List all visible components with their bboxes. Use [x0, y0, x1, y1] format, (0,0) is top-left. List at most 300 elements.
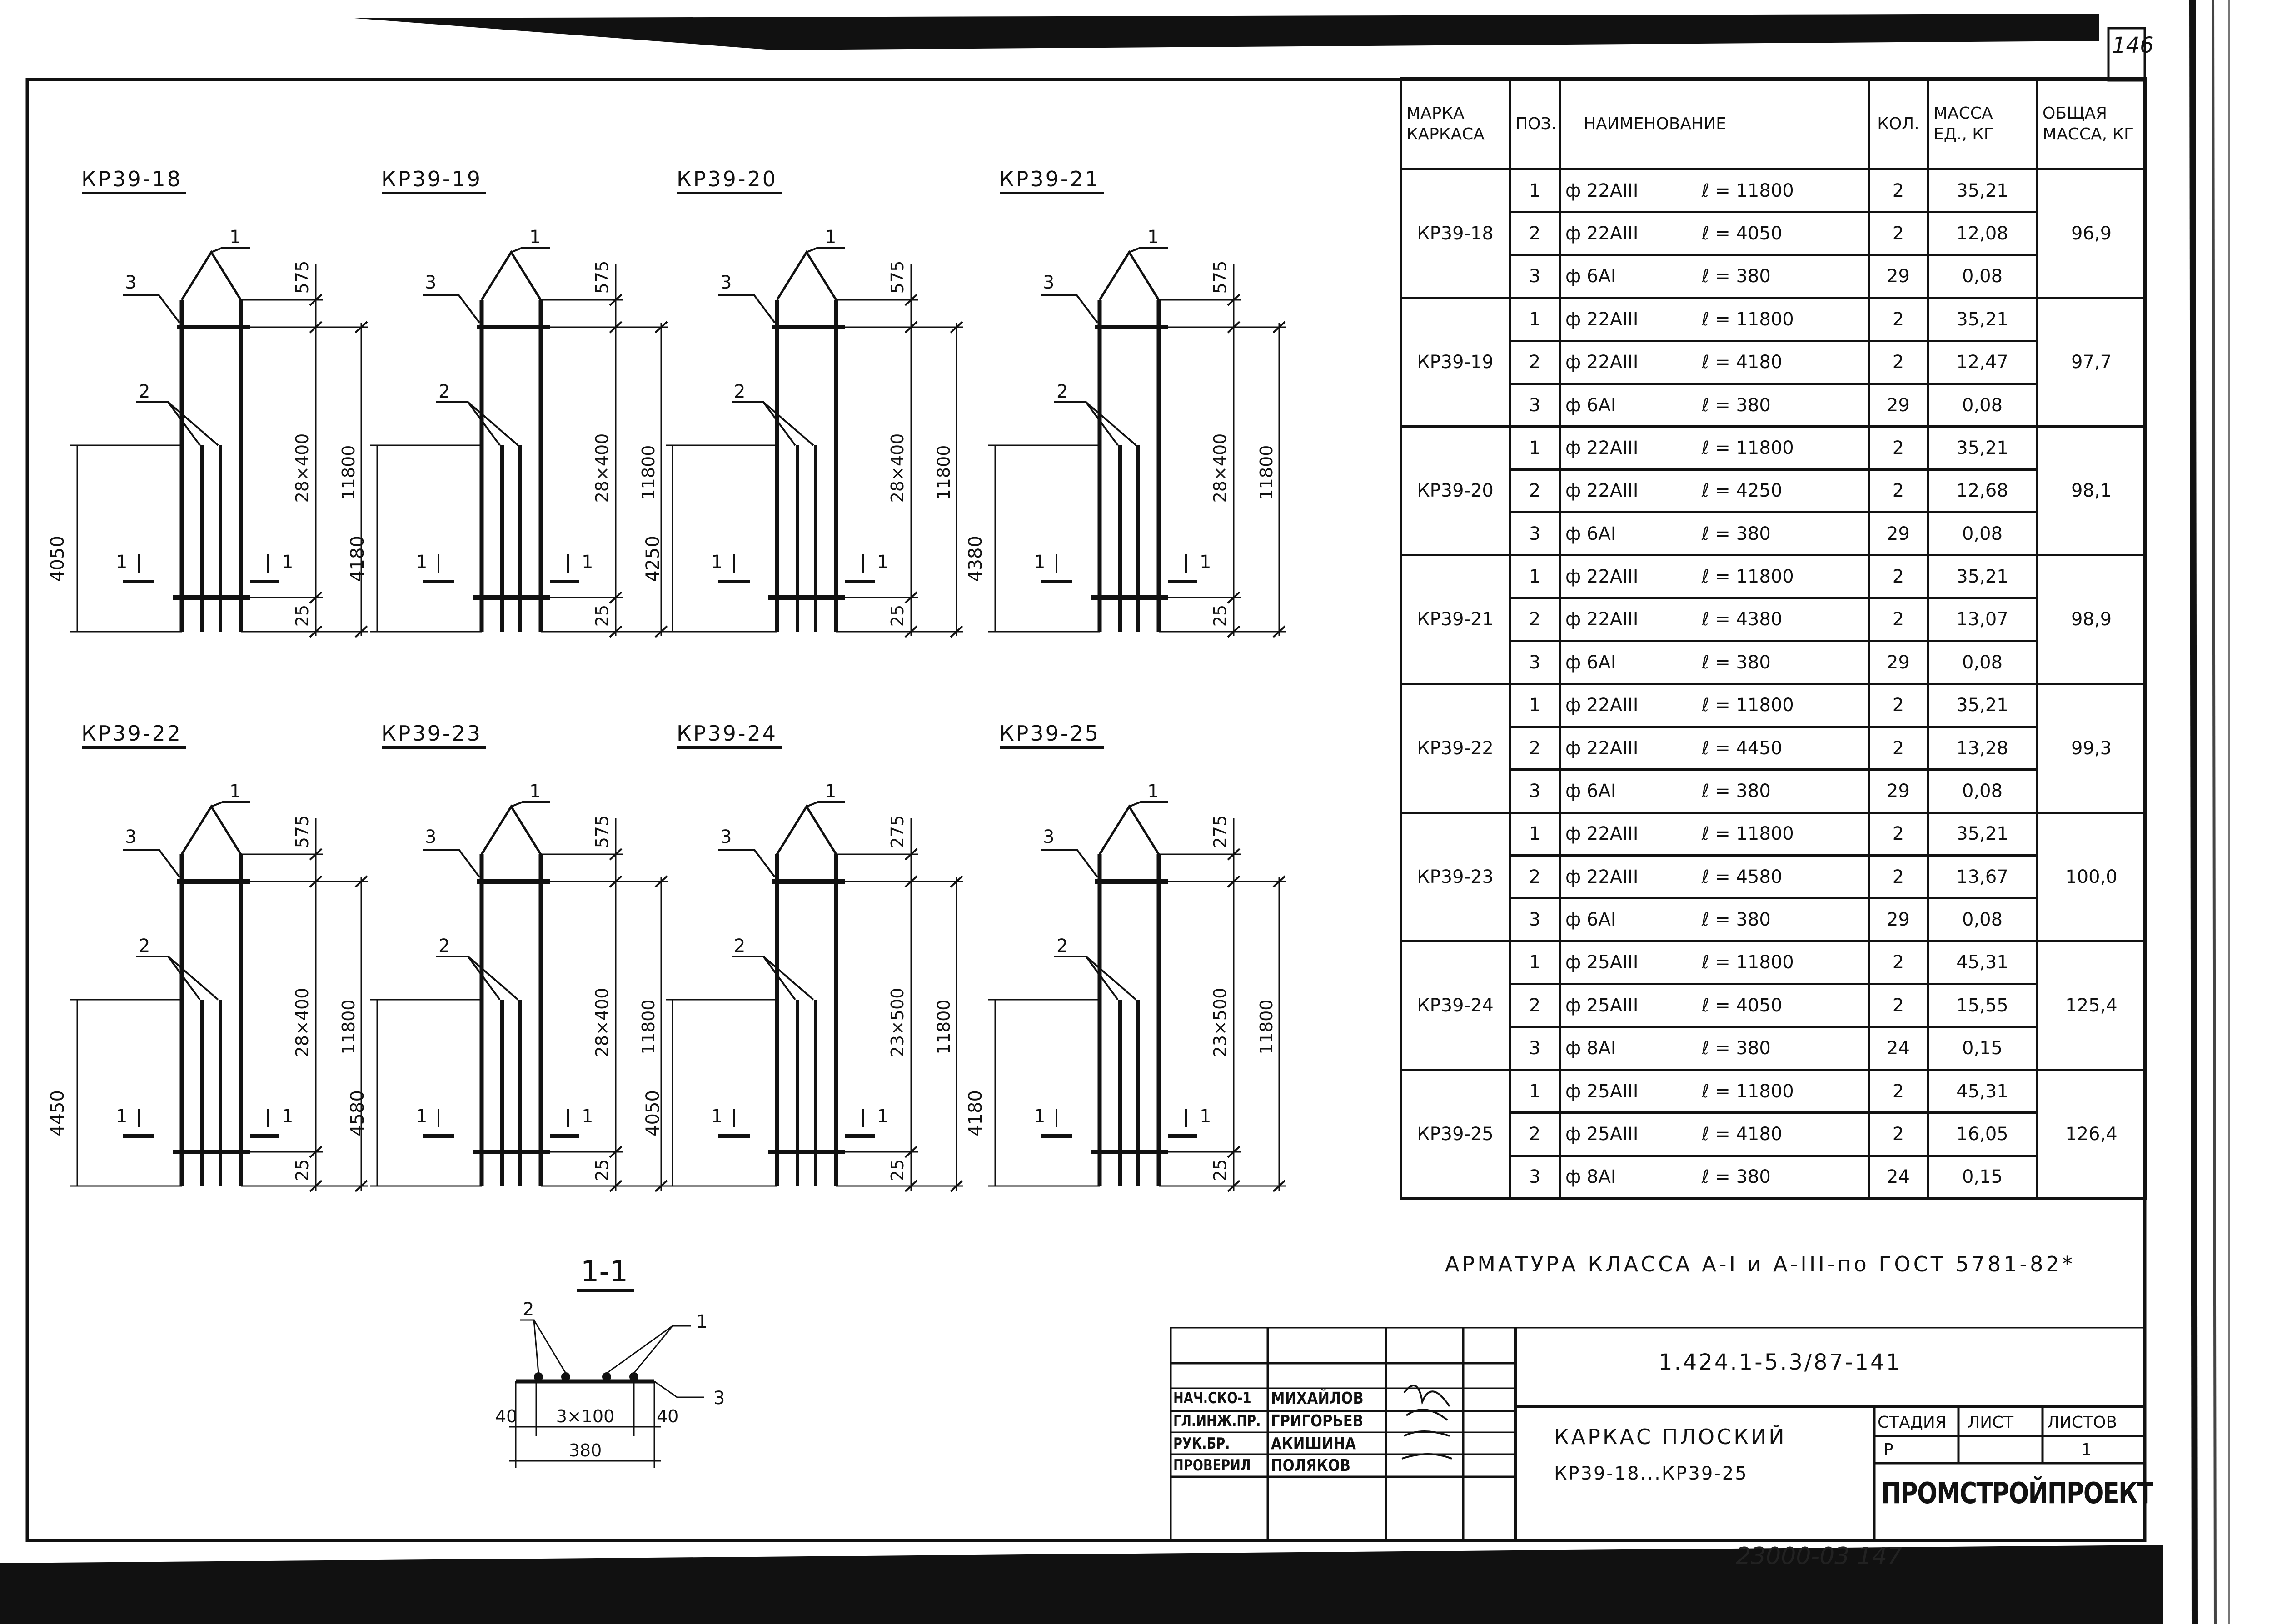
bar-length: ℓ = 380 — [1702, 1166, 1771, 1188]
bar-length: ℓ = 380 — [1702, 780, 1771, 802]
leader-1-label: 1 — [529, 781, 541, 802]
bar-length: ℓ = 4380 — [1702, 609, 1783, 630]
dim-bottom: 25 — [292, 1159, 312, 1181]
spec-quantity: 2 — [1869, 555, 1928, 598]
left-length: 4050 — [643, 1090, 663, 1136]
bar-peak — [777, 252, 836, 300]
spec-mark: КР39-18 — [1401, 169, 1510, 298]
spec-row — [1401, 1070, 2146, 1112]
leader-3-label: 3 — [1043, 827, 1055, 847]
section-label-1: 1 — [696, 1311, 708, 1332]
spec-quantity: 2 — [1869, 1070, 1928, 1112]
signer-name: МИХАЙЛОВ — [1271, 1389, 1364, 1408]
reinforcement-note: АРМАТУРА КЛАССА А-I и А-III-по ГОСТ 5781-82* — [1445, 1252, 2075, 1276]
frame-drawing — [643, 167, 963, 637]
bar-designation: ф 6АI — [1565, 266, 1616, 287]
spec-name — [1560, 727, 1869, 769]
dim-bottom: 25 — [592, 604, 612, 627]
spec-row — [1401, 212, 2146, 255]
leader-2 — [136, 402, 200, 445]
frame-drawing — [47, 167, 368, 637]
spec-quantity: 29 — [1869, 255, 1928, 298]
frame-mark: КР39-24 — [676, 721, 778, 746]
spec-position: 1 — [1510, 812, 1560, 855]
spec-position: 3 — [1510, 384, 1560, 426]
title-line-2: КР39-18...КР39-25 — [1554, 1463, 1748, 1484]
dim-total: 11800 — [339, 999, 359, 1055]
title-line-1: КАРКАС ПЛОСКИЙ — [1554, 1425, 1787, 1449]
spec-row — [1401, 812, 2146, 855]
frame-mark: КР39-22 — [81, 721, 183, 746]
leader-3 — [123, 295, 179, 323]
bar-length: ℓ = 4450 — [1702, 737, 1783, 759]
leader-3 — [1041, 850, 1097, 877]
header-total-mass: ОБЩАЯ МАССА, КГ — [2037, 79, 2146, 169]
spec-total-mass: 99,3 — [2037, 684, 2146, 812]
dim-total: 11800 — [638, 999, 658, 1055]
spec-mark: КР39-25 — [1401, 1070, 1510, 1198]
sheet-header: ЛИСТ — [1968, 1413, 2014, 1432]
spec-unit-mass: 0,08 — [1928, 770, 2037, 812]
header-name: НАИМЕНОВАНИЕ — [1560, 79, 1869, 169]
spec-unit-mass: 15,55 — [1928, 984, 2037, 1027]
frame-drawing — [47, 721, 368, 1191]
spec-quantity: 29 — [1869, 641, 1928, 684]
bar-length: ℓ = 4180 — [1702, 1123, 1783, 1145]
leader-3 — [718, 850, 775, 877]
spec-row — [1401, 513, 2146, 555]
section-tick-label-left: 1 — [1034, 1106, 1046, 1127]
frame-drawing — [965, 167, 1286, 637]
spec-name — [1560, 469, 1869, 512]
spec-row — [1401, 169, 2146, 212]
signer-role: НАЧ.СКО-1 — [1173, 1389, 1251, 1407]
spec-name — [1560, 255, 1869, 298]
bar-designation: ф 6АI — [1565, 780, 1616, 802]
dim-spacing: 28×400 — [887, 433, 907, 503]
spec-position: 2 — [1510, 856, 1560, 898]
stage-header: СТАДИЯ — [1878, 1413, 1947, 1432]
left-length: 4250 — [643, 536, 663, 582]
bar-designation: ф 22АIII — [1565, 223, 1639, 244]
spec-row — [1401, 1027, 2146, 1070]
spec-name — [1560, 770, 1869, 812]
bar-peak — [182, 252, 241, 300]
bar-length: ℓ = 11800 — [1702, 437, 1794, 458]
spec-row — [1401, 984, 2146, 1027]
frame-drawing — [347, 167, 668, 637]
spec-name — [1560, 941, 1869, 984]
spec-name — [1560, 298, 1869, 341]
leader-3 — [123, 850, 179, 877]
spec-name — [1560, 1027, 1869, 1070]
signer-role: ГЛ.ИНЖ.ПР. — [1173, 1412, 1261, 1430]
spec-row — [1401, 684, 2146, 727]
section-tick-label-right: 1 — [282, 552, 294, 573]
leader-3 — [423, 295, 479, 323]
spec-quantity: 2 — [1869, 684, 1928, 727]
leader-3 — [423, 850, 479, 877]
spec-name — [1560, 598, 1869, 641]
leader-3-label: 3 — [125, 272, 137, 293]
left-length: 4450 — [47, 1090, 68, 1136]
spec-name — [1560, 812, 1869, 855]
bar-designation: ф 22АIII — [1565, 180, 1639, 201]
bar-length: ℓ = 11800 — [1702, 566, 1794, 588]
bar-peak — [777, 807, 836, 854]
dim-bottom: 25 — [1210, 1159, 1230, 1181]
spec-name — [1560, 984, 1869, 1027]
dim-top: 275 — [887, 815, 907, 848]
leader-2 — [1054, 956, 1118, 1000]
spec-position: 3 — [1510, 255, 1560, 298]
dim-spacing: 28×400 — [292, 987, 312, 1057]
spec-mark: КР39-22 — [1401, 684, 1510, 812]
spec-row — [1401, 898, 2146, 941]
spec-row — [1401, 941, 2146, 984]
spec-row — [1401, 427, 2146, 469]
spec-name — [1560, 212, 1869, 255]
dim-spacing: 28×400 — [1210, 433, 1230, 503]
header-mark: МАРКА КАРКАСА — [1401, 79, 1510, 169]
bar-length: ℓ = 11800 — [1702, 180, 1794, 201]
spec-position: 3 — [1510, 1027, 1560, 1070]
spec-name — [1560, 641, 1869, 684]
left-length: 4580 — [347, 1090, 368, 1136]
signer-name: ПОЛЯКОВ — [1271, 1456, 1350, 1475]
spec-unit-mass: 12,47 — [1928, 341, 2037, 384]
dim-top: 275 — [1210, 815, 1230, 848]
section-tick-label-right: 1 — [282, 1106, 294, 1127]
spec-unit-mass: 0,08 — [1928, 384, 2037, 426]
spec-row — [1401, 1156, 2146, 1198]
section-tick-label-left: 1 — [1034, 552, 1046, 573]
leader-1 — [807, 248, 845, 252]
leader-1 — [511, 248, 550, 252]
leader-2 — [436, 956, 500, 1000]
bar-designation: ф 22АIII — [1565, 566, 1639, 588]
dim-top: 575 — [592, 260, 612, 294]
dim-overall: 380 — [568, 1440, 602, 1460]
bar-length: ℓ = 11800 — [1702, 823, 1794, 845]
header-qty: КОЛ. — [1869, 79, 1928, 169]
organization-name: ПРОМСТРОЙПРОЕКТ — [1881, 1477, 2153, 1510]
bar-length: ℓ = 380 — [1702, 266, 1771, 287]
leader-2-label: 2 — [139, 381, 150, 402]
leader-1-label: 1 — [529, 227, 541, 248]
frame-mark: КР39-21 — [999, 167, 1101, 191]
spec-total-mass: 98,9 — [2037, 555, 2146, 684]
spec-total-mass: 96,9 — [2037, 169, 2146, 298]
dim-spacing: 23×500 — [1210, 987, 1230, 1057]
spec-position: 1 — [1510, 298, 1560, 341]
leader-2-label: 2 — [1056, 381, 1068, 402]
bar-length: ℓ = 380 — [1702, 394, 1771, 416]
dim-bottom: 25 — [1210, 604, 1230, 627]
section-label-3: 3 — [713, 1388, 725, 1409]
section-tick-label-right: 1 — [1200, 552, 1211, 573]
spec-unit-mass: 13,67 — [1928, 856, 2037, 898]
spec-quantity: 2 — [1869, 856, 1928, 898]
spec-total-mass: 100,0 — [2037, 812, 2146, 941]
spec-name — [1560, 169, 1869, 212]
specification-table — [1400, 77, 2147, 1200]
spec-quantity: 29 — [1869, 513, 1928, 555]
signer-role: ПРОВЕРИЛ — [1173, 1456, 1251, 1475]
signer-name: ГРИГОРЬЕВ — [1271, 1412, 1364, 1430]
leader-2 — [732, 956, 795, 1000]
spec-quantity: 24 — [1869, 1156, 1928, 1198]
spec-mark: КР39-21 — [1401, 555, 1510, 684]
frame-drawing — [347, 721, 668, 1191]
leader-3-label: 3 — [720, 272, 732, 293]
dim-right: 40 — [657, 1406, 679, 1426]
frame-drawing — [643, 721, 963, 1191]
spec-quantity: 2 — [1869, 1113, 1928, 1156]
spec-row — [1401, 384, 2146, 426]
spec-quantity: 2 — [1869, 469, 1928, 512]
spec-quantity: 2 — [1869, 212, 1928, 255]
spec-position: 1 — [1510, 169, 1560, 212]
bar-designation: ф 22АIII — [1565, 823, 1639, 845]
left-length: 4180 — [965, 1090, 986, 1136]
bar-designation: ф 22АIII — [1565, 695, 1639, 716]
spec-position: 2 — [1510, 598, 1560, 641]
spec-quantity: 2 — [1869, 727, 1928, 769]
bar-length: ℓ = 11800 — [1702, 695, 1794, 716]
section-tick-label-right: 1 — [877, 552, 889, 573]
dim-bottom: 25 — [887, 604, 907, 627]
bar-designation: ф 6АI — [1565, 909, 1616, 931]
spec-unit-mass: 12,08 — [1928, 212, 2037, 255]
spec-unit-mass: 13,07 — [1928, 598, 2037, 641]
leader-2-label: 2 — [438, 936, 450, 956]
spec-unit-mass: 35,21 — [1928, 684, 2037, 727]
leader-3-label: 3 — [425, 827, 437, 847]
bar-designation: ф 6АI — [1565, 523, 1616, 544]
spec-name — [1560, 427, 1869, 469]
dim-total: 11800 — [1256, 445, 1276, 500]
spec-quantity: 2 — [1869, 941, 1928, 984]
spec-name — [1560, 898, 1869, 941]
leader-3 — [718, 295, 775, 323]
section-tick-label-left: 1 — [416, 552, 428, 573]
spec-row — [1401, 255, 2146, 298]
bar-length: ℓ = 4250 — [1702, 480, 1783, 502]
spec-position: 3 — [1510, 770, 1560, 812]
section-tick-label-left: 1 — [711, 552, 723, 573]
leader-2 — [732, 402, 795, 445]
section-tick-label-left: 1 — [416, 1106, 428, 1127]
spec-total-mass: 125,4 — [2037, 941, 2146, 1070]
bar-designation: ф 22АIII — [1565, 352, 1639, 373]
leader-1 — [211, 248, 250, 252]
spec-quantity: 2 — [1869, 298, 1928, 341]
spec-row — [1401, 469, 2146, 512]
spec-position: 2 — [1510, 727, 1560, 769]
dim-spacing: 28×400 — [292, 433, 312, 503]
section-tick-label-right: 1 — [582, 1106, 593, 1127]
specification-body — [1401, 169, 2146, 1199]
section-tick-label-right: 1 — [877, 1106, 889, 1127]
spec-total-mass: 126,4 — [2037, 1070, 2146, 1198]
dim-top: 575 — [1210, 260, 1230, 294]
bar-peak — [482, 252, 541, 300]
bar-designation: ф 22АIII — [1565, 480, 1639, 502]
bar-designation: ф 22АIII — [1565, 437, 1639, 458]
frame-mark: КР39-20 — [676, 167, 778, 191]
bar-designation: ф 25АIII — [1565, 1123, 1639, 1145]
spec-row — [1401, 641, 2146, 684]
spec-unit-mass: 0,08 — [1928, 641, 2037, 684]
spec-row — [1401, 856, 2146, 898]
bar-peak — [1100, 807, 1159, 854]
dim-top: 575 — [887, 260, 907, 294]
dim-bottom: 25 — [887, 1159, 907, 1181]
section-tick-label-left: 1 — [711, 1106, 723, 1127]
spec-position: 3 — [1510, 513, 1560, 555]
spec-row — [1401, 1113, 2146, 1156]
dim-top: 575 — [592, 815, 612, 848]
leader-2 — [436, 402, 500, 445]
spec-position: 2 — [1510, 212, 1560, 255]
spec-unit-mass: 0,15 — [1928, 1156, 2037, 1198]
spec-unit-mass: 45,31 — [1928, 941, 2037, 984]
spec-row — [1401, 727, 2146, 769]
spec-position: 2 — [1510, 469, 1560, 512]
bar-designation: ф 8АI — [1565, 1038, 1616, 1059]
spec-row — [1401, 555, 2146, 598]
leader-2-label: 2 — [734, 936, 746, 956]
spec-position: 1 — [1510, 555, 1560, 598]
bar-designation: ф 22АIII — [1565, 609, 1639, 630]
section-tick-label-left: 1 — [116, 552, 128, 573]
spec-position: 1 — [1510, 427, 1560, 469]
archive-number: 23000-03 147 — [1736, 1543, 1903, 1570]
spec-unit-mass: 0,08 — [1928, 513, 2037, 555]
dim-total: 11800 — [934, 445, 954, 500]
spec-mark: КР39-19 — [1401, 298, 1510, 427]
left-length: 4050 — [47, 536, 68, 582]
spec-quantity: 2 — [1869, 984, 1928, 1027]
dim-middle: 3×100 — [556, 1406, 615, 1426]
spec-unit-mass: 45,31 — [1928, 1070, 2037, 1112]
dim-total: 11800 — [934, 999, 954, 1055]
spec-unit-mass: 35,21 — [1928, 427, 2037, 469]
spec-total-mass: 97,7 — [2037, 298, 2146, 427]
document-code: 1.424.1-5.3/87-141 — [1659, 1350, 1902, 1375]
dim-left: 40 — [495, 1406, 518, 1426]
leader-3-label: 3 — [720, 827, 732, 847]
leader-3-label: 3 — [125, 827, 137, 847]
leader-2-label: 2 — [734, 381, 746, 402]
spec-quantity: 29 — [1869, 770, 1928, 812]
spec-position: 1 — [1510, 1070, 1560, 1112]
leader-1-label: 1 — [229, 781, 241, 802]
leader-1-label: 1 — [1147, 227, 1159, 248]
bar-length: ℓ = 11800 — [1702, 1081, 1794, 1102]
spec-position: 2 — [1510, 1113, 1560, 1156]
spec-name — [1560, 1113, 1869, 1156]
bar-length: ℓ = 11800 — [1702, 952, 1794, 973]
leader-1-label: 1 — [825, 227, 837, 248]
frame-drawing — [965, 721, 1286, 1191]
bar-dot — [629, 1372, 638, 1381]
bar-length: ℓ = 4580 — [1702, 866, 1783, 887]
bar-designation: ф 22АIII — [1565, 866, 1639, 887]
dim-top: 575 — [292, 815, 312, 848]
spec-position: 3 — [1510, 641, 1560, 684]
bar-peak — [182, 807, 241, 854]
spec-position: 1 — [1510, 684, 1560, 727]
dim-spacing: 28×400 — [592, 987, 612, 1057]
spec-mark: КР39-20 — [1401, 427, 1510, 555]
spec-unit-mass: 35,21 — [1928, 812, 2037, 855]
spec-unit-mass: 35,21 — [1928, 169, 2037, 212]
signer-name: АКИШИНА — [1271, 1435, 1356, 1453]
bar-designation: ф 6АI — [1565, 394, 1616, 416]
bar-length: ℓ = 4050 — [1702, 995, 1783, 1016]
bar-designation: ф 22АIII — [1565, 309, 1639, 330]
spec-unit-mass: 0,08 — [1928, 255, 2037, 298]
header-unit-mass: МАССА ЕД., КГ — [1928, 79, 2037, 169]
spec-quantity: 29 — [1869, 384, 1928, 426]
spec-name — [1560, 1156, 1869, 1198]
section-label-2: 2 — [523, 1299, 534, 1320]
spec-position: 2 — [1510, 984, 1560, 1027]
spec-quantity: 2 — [1869, 427, 1928, 469]
bar-dot — [602, 1372, 611, 1381]
leader-1 — [1129, 802, 1168, 807]
section-tick-label-left: 1 — [116, 1106, 128, 1127]
leader-2 — [136, 956, 200, 1000]
spec-total-mass: 98,1 — [2037, 427, 2146, 555]
sheet-number: 146 — [2112, 33, 2154, 58]
spec-name — [1560, 856, 1869, 898]
bar-length: ℓ = 380 — [1702, 523, 1771, 544]
spec-position: 2 — [1510, 341, 1560, 384]
bar-designation: ф 6АI — [1565, 652, 1616, 673]
leader-3 — [1041, 295, 1097, 323]
spec-quantity: 2 — [1869, 598, 1928, 641]
frame-mark: КР39-25 — [999, 721, 1101, 746]
spec-unit-mass: 35,21 — [1928, 555, 2037, 598]
dim-bottom: 25 — [592, 1159, 612, 1181]
bar-length: ℓ = 380 — [1702, 1038, 1771, 1059]
leader-3-label: 3 — [425, 272, 437, 293]
leader-1 — [511, 802, 550, 807]
leader-3-label: 3 — [1043, 272, 1055, 293]
spec-quantity: 24 — [1869, 1027, 1928, 1070]
spec-mark: КР39-23 — [1401, 812, 1510, 941]
spec-name — [1560, 513, 1869, 555]
bar-designation: ф 25АIII — [1565, 1081, 1639, 1102]
left-length: 4380 — [965, 536, 986, 582]
spec-row — [1401, 298, 2146, 341]
spec-position: 3 — [1510, 1156, 1560, 1198]
spec-unit-mass: 13,28 — [1928, 727, 2037, 769]
spec-unit-mass: 12,68 — [1928, 469, 2037, 512]
stage-value: Р — [1883, 1440, 1893, 1459]
leader-2 — [1054, 402, 1118, 445]
signer-role: РУК.БР. — [1173, 1435, 1230, 1453]
leader-1 — [807, 802, 845, 807]
spec-row — [1401, 598, 2146, 641]
section-title: 1-1 — [580, 1255, 628, 1289]
bar-designation: ф 22АIII — [1565, 737, 1639, 759]
spec-position: 1 — [1510, 941, 1560, 984]
spec-quantity: 2 — [1869, 169, 1928, 212]
